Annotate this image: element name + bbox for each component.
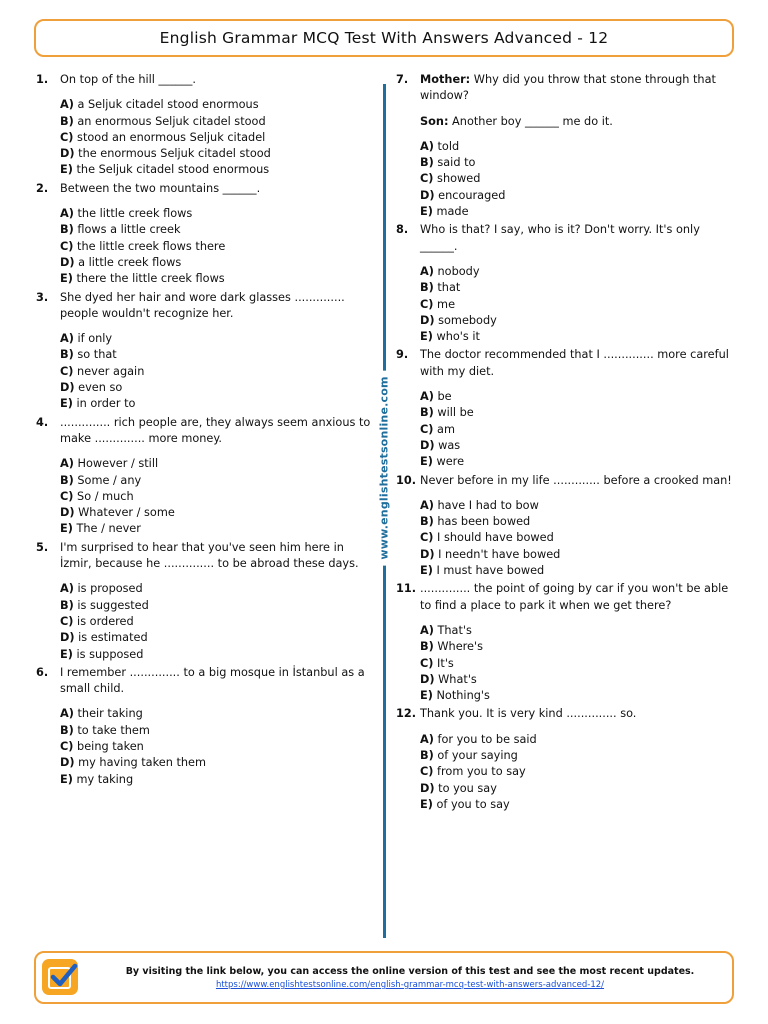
option-text: be <box>433 390 452 404</box>
question-number: 8. <box>396 223 409 237</box>
answer-option[interactable] <box>420 797 736 813</box>
answer-option[interactable] <box>60 97 372 113</box>
questions-right-column <box>396 72 736 815</box>
option-letter: D) <box>60 381 75 395</box>
question-row <box>36 540 372 573</box>
question-number: 5. <box>36 540 49 554</box>
option-text: their taking <box>73 707 143 721</box>
answer-options <box>396 498 736 579</box>
option-letter: C) <box>420 297 434 311</box>
answer-options <box>396 623 736 704</box>
question-row <box>396 347 736 380</box>
question-row <box>396 473 736 489</box>
answer-option[interactable] <box>420 623 736 639</box>
option-letter: C) <box>420 531 434 545</box>
question-text: I'm surprised to hear that you've seen him here in İzmir, because he .............. to be abroad these days. <box>60 540 359 571</box>
option-text: to take them <box>73 723 150 737</box>
option-text: It's <box>433 656 454 670</box>
option-text: if only <box>73 332 113 346</box>
answer-options <box>36 456 372 537</box>
option-text: What's <box>434 672 477 686</box>
option-text: of your saying <box>433 748 518 762</box>
question-number: 10. <box>396 473 417 487</box>
answer-option[interactable] <box>60 271 372 287</box>
option-letter: B) <box>60 114 74 128</box>
option-letter: D) <box>420 438 435 452</box>
footer-message: By visiting the link below, you can access the online version of this test and see the most recent updates. <box>125 966 695 977</box>
answer-option[interactable] <box>60 598 372 614</box>
option-letter: E) <box>60 397 73 411</box>
option-letter: A) <box>420 139 434 153</box>
question-text: She dyed her hair and wore dark glasses .............. people wouldn't recognize her. <box>60 290 345 320</box>
answer-option[interactable] <box>60 647 372 663</box>
question-text: On top of the hill ______. <box>60 73 197 86</box>
answer-option[interactable] <box>60 521 372 537</box>
answer-option[interactable] <box>60 473 372 489</box>
option-letter: B) <box>60 223 74 237</box>
option-text: the little creek flows <box>73 207 193 221</box>
question-row <box>36 181 372 197</box>
option-text: However / still <box>73 457 159 471</box>
speaker-label: Son: <box>420 114 449 128</box>
option-text: to you say <box>434 781 497 795</box>
option-letter: B) <box>420 748 434 762</box>
answer-option[interactable] <box>420 530 736 546</box>
question <box>36 540 372 663</box>
question-number: 1. <box>36 73 49 86</box>
answer-option[interactable] <box>420 405 736 421</box>
question-number: 4. <box>36 415 49 429</box>
option-letter: E) <box>60 272 73 286</box>
answer-option[interactable] <box>420 639 736 655</box>
answer-option[interactable] <box>420 264 736 280</box>
answer-option[interactable] <box>60 206 372 222</box>
option-letter: B) <box>420 281 434 295</box>
answer-option[interactable] <box>420 389 736 405</box>
question <box>396 581 736 704</box>
answer-options <box>396 139 736 220</box>
option-letter: B) <box>420 156 434 170</box>
option-text: an enormous Seljuk citadel stood <box>73 114 266 128</box>
answer-option[interactable] <box>60 772 372 788</box>
option-text: I should have bowed <box>433 531 554 545</box>
option-letter: E) <box>420 564 433 578</box>
answer-options <box>396 732 736 813</box>
option-text: Some / any <box>73 473 142 487</box>
answer-option[interactable] <box>420 732 736 748</box>
option-text: is ordered <box>73 614 134 628</box>
answer-option[interactable] <box>60 630 372 646</box>
answer-option[interactable] <box>420 547 736 563</box>
question-text: .............. the point of going by car if you won't be able to find a place to park it when we get there? <box>420 582 729 612</box>
option-letter: B) <box>420 640 434 654</box>
option-letter: D) <box>60 506 75 520</box>
question <box>36 415 372 538</box>
option-letter: B) <box>60 473 74 487</box>
question-row <box>396 706 736 722</box>
option-letter: E) <box>420 330 433 344</box>
option-letter: E) <box>60 772 73 786</box>
footer-box <box>34 951 734 1004</box>
answer-option[interactable] <box>60 146 372 162</box>
option-letter: C) <box>60 130 74 144</box>
question-text: The doctor recommended that I .............. more careful with my diet. <box>420 348 729 378</box>
option-letter: B) <box>60 598 74 612</box>
option-text: were <box>432 455 465 469</box>
answer-option[interactable] <box>420 656 736 672</box>
answer-option[interactable] <box>60 755 372 771</box>
question <box>396 347 736 470</box>
question-row <box>396 72 736 105</box>
option-letter: A) <box>420 732 434 746</box>
answer-option[interactable] <box>60 723 372 739</box>
option-letter: E) <box>60 163 73 177</box>
question-text: Between the two mountains ______. <box>60 181 261 195</box>
answer-option[interactable] <box>420 171 736 187</box>
option-text: me <box>433 297 456 311</box>
answer-option[interactable] <box>420 313 736 329</box>
option-text: so that <box>73 348 117 362</box>
option-letter: D) <box>420 188 435 202</box>
option-text: is estimated <box>74 631 148 645</box>
page-title: English Grammar MCQ Test With Answers Advanced - 12 <box>159 29 609 47</box>
option-letter: D) <box>420 781 435 795</box>
option-letter: C) <box>420 765 434 779</box>
option-text: Where's <box>433 640 483 654</box>
option-text: flows a little creek <box>73 223 181 237</box>
option-letter: A) <box>420 264 434 278</box>
option-text: is proposed <box>73 582 143 596</box>
option-letter: D) <box>60 147 75 161</box>
answer-options <box>36 97 372 178</box>
question-number: 12. <box>396 707 417 721</box>
option-letter: D) <box>420 672 435 686</box>
answer-option[interactable] <box>420 672 736 688</box>
answer-options <box>396 264 736 345</box>
option-text: The / never <box>72 522 141 536</box>
questions-left-column <box>36 72 372 790</box>
question-text: I remember .............. to a big mosque in İstanbul as a small child. <box>60 665 365 696</box>
option-letter: D) <box>420 313 435 327</box>
answer-option[interactable] <box>60 162 372 178</box>
question-dialogue-line: Son: Another boy ______ me do it. <box>420 114 613 128</box>
question-text: Mother: Why did you throw that stone through that window? <box>420 73 716 103</box>
option-letter: C) <box>60 614 74 628</box>
question-text: Never before in my life ............. before a crooked man! <box>420 473 732 487</box>
question-number: 11. <box>396 582 417 596</box>
answer-options <box>396 389 736 470</box>
question-row <box>36 72 372 88</box>
option-text: encouraged <box>434 188 506 202</box>
answer-option[interactable] <box>420 514 736 530</box>
option-text: in order to <box>72 397 136 411</box>
option-text: that <box>433 281 461 295</box>
option-text: stood an enormous Seljuk citadel <box>73 130 266 144</box>
question-number: 3. <box>36 290 49 304</box>
option-letter: B) <box>420 515 434 529</box>
option-text: is suggested <box>73 598 149 612</box>
answer-options <box>36 206 372 287</box>
question-text: Thank you. It is very kind .............. so. <box>420 707 637 721</box>
option-letter: B) <box>60 348 74 362</box>
answer-option[interactable] <box>420 563 736 579</box>
answer-option[interactable] <box>420 329 736 345</box>
option-text: has been bowed <box>433 515 531 529</box>
option-letter: A) <box>420 498 434 512</box>
answer-option[interactable] <box>420 280 736 296</box>
option-letter: A) <box>420 623 434 637</box>
option-letter: E) <box>420 689 433 703</box>
checkbox-logo-icon <box>42 959 78 995</box>
answer-option[interactable] <box>60 505 372 521</box>
option-text: the enormous Seljuk citadel stood <box>74 147 271 161</box>
option-text: said to <box>433 156 476 170</box>
option-letter: C) <box>420 172 434 186</box>
question <box>396 473 736 580</box>
option-letter: D) <box>60 255 75 269</box>
option-letter: E) <box>420 205 433 219</box>
option-text: somebody <box>434 313 497 327</box>
answer-option[interactable] <box>420 764 736 780</box>
answer-option[interactable] <box>60 380 372 396</box>
question-row <box>36 665 372 698</box>
option-text: I must have bowed <box>432 564 545 578</box>
question <box>396 706 736 813</box>
question <box>36 665 372 788</box>
option-text: from you to say <box>433 765 526 779</box>
option-text: is supposed <box>72 647 144 661</box>
option-letter: A) <box>60 98 74 112</box>
option-letter: E) <box>60 522 73 536</box>
option-text: the Seljuk citadel stood enormous <box>72 163 270 177</box>
option-text: my having taken them <box>74 756 206 770</box>
option-letter: A) <box>60 332 74 346</box>
answer-option[interactable] <box>60 456 372 472</box>
answer-options <box>36 581 372 662</box>
option-text: Whatever / some <box>74 506 175 520</box>
answer-option[interactable] <box>60 255 372 271</box>
question-number: 7. <box>396 73 409 86</box>
option-text: showed <box>433 172 481 186</box>
title-box <box>34 19 734 57</box>
answer-option[interactable] <box>420 498 736 514</box>
answer-option[interactable] <box>420 422 736 438</box>
question-text: .............. rich people are, they always seem anxious to make .............. more money. <box>60 415 371 445</box>
option-letter: C) <box>420 656 434 670</box>
option-letter: D) <box>420 547 435 561</box>
option-text: will be <box>433 406 474 420</box>
option-text: the little creek flows there <box>73 239 226 253</box>
answer-option[interactable] <box>60 739 372 755</box>
question-number: 2. <box>36 181 49 195</box>
answer-option[interactable] <box>60 364 372 380</box>
option-text: told <box>433 139 460 153</box>
option-letter: B) <box>420 406 434 420</box>
option-text: a Seljuk citadel stood enormous <box>73 98 259 112</box>
option-letter: C) <box>60 489 74 503</box>
answer-option[interactable] <box>60 114 372 130</box>
question-text: Who is that? I say, who is it? Don't worry. It's only ______. <box>420 223 700 253</box>
answer-option[interactable] <box>60 347 372 363</box>
answer-options <box>36 706 372 787</box>
option-letter: C) <box>420 422 434 436</box>
question-row <box>36 415 372 448</box>
answer-option[interactable] <box>60 222 372 238</box>
question-row <box>396 222 736 255</box>
option-letter: E) <box>60 647 73 661</box>
option-letter: C) <box>60 364 74 378</box>
option-text: there the little creek flows <box>72 272 225 286</box>
answer-option[interactable] <box>60 614 372 630</box>
option-text: am <box>433 422 455 436</box>
option-letter: D) <box>60 631 75 645</box>
option-text: nobody <box>433 264 480 278</box>
answer-option[interactable] <box>420 748 736 764</box>
question-number: 6. <box>36 665 49 679</box>
question <box>36 181 372 288</box>
option-text: have I had to bow <box>433 498 539 512</box>
answer-option[interactable] <box>60 130 372 146</box>
answer-option[interactable] <box>420 438 736 454</box>
answer-option[interactable] <box>60 706 372 722</box>
answer-option[interactable] <box>420 781 736 797</box>
question <box>396 72 736 220</box>
answer-option[interactable] <box>60 396 372 412</box>
answer-option[interactable] <box>420 454 736 470</box>
question-row <box>396 581 736 614</box>
option-text: who's it <box>432 330 480 344</box>
option-text: my taking <box>72 772 134 786</box>
option-letter: C) <box>60 239 74 253</box>
option-text: never again <box>73 364 145 378</box>
answer-option[interactable] <box>60 331 372 347</box>
option-letter: A) <box>60 707 74 721</box>
answer-option[interactable] <box>420 139 736 155</box>
question <box>36 290 372 413</box>
option-letter: E) <box>420 797 433 811</box>
option-text: That's <box>433 623 472 637</box>
option-letter: A) <box>60 207 74 221</box>
answer-option[interactable] <box>420 204 736 220</box>
answer-option[interactable] <box>420 188 736 204</box>
question <box>36 72 372 179</box>
option-text: being taken <box>73 739 144 753</box>
answer-option[interactable] <box>60 581 372 597</box>
option-letter: D) <box>60 756 75 770</box>
option-letter: A) <box>60 582 74 596</box>
option-text: Nothing's <box>432 689 490 703</box>
question <box>396 222 736 345</box>
option-text: made <box>432 205 469 219</box>
option-text: even so <box>74 381 123 395</box>
option-text: for you to be said <box>433 732 537 746</box>
option-text: of you to say <box>432 797 510 811</box>
question-row <box>36 290 372 323</box>
answer-option[interactable] <box>420 155 736 171</box>
answer-option[interactable] <box>60 489 372 505</box>
option-text: a little creek flows <box>74 255 182 269</box>
option-letter: B) <box>60 723 74 737</box>
option-letter: E) <box>420 455 433 469</box>
option-letter: A) <box>60 457 74 471</box>
option-letter: A) <box>420 390 434 404</box>
option-text: So / much <box>73 489 134 503</box>
answer-options <box>36 331 372 412</box>
answer-option[interactable] <box>420 688 736 704</box>
footer-link[interactable]: https://www.englishtestsonline.com/english-grammar-mcq-test-with-answers-advanced-12/ <box>215 980 605 990</box>
question-number: 9. <box>396 348 409 362</box>
option-letter: C) <box>60 739 74 753</box>
speaker-label: Mother: <box>420 73 471 86</box>
option-text: I needn't have bowed <box>434 547 561 561</box>
answer-option[interactable] <box>60 239 372 255</box>
answer-option[interactable] <box>420 297 736 313</box>
side-watermark-url: www.englishtestsonline.com <box>378 370 391 565</box>
option-text: was <box>434 438 461 452</box>
